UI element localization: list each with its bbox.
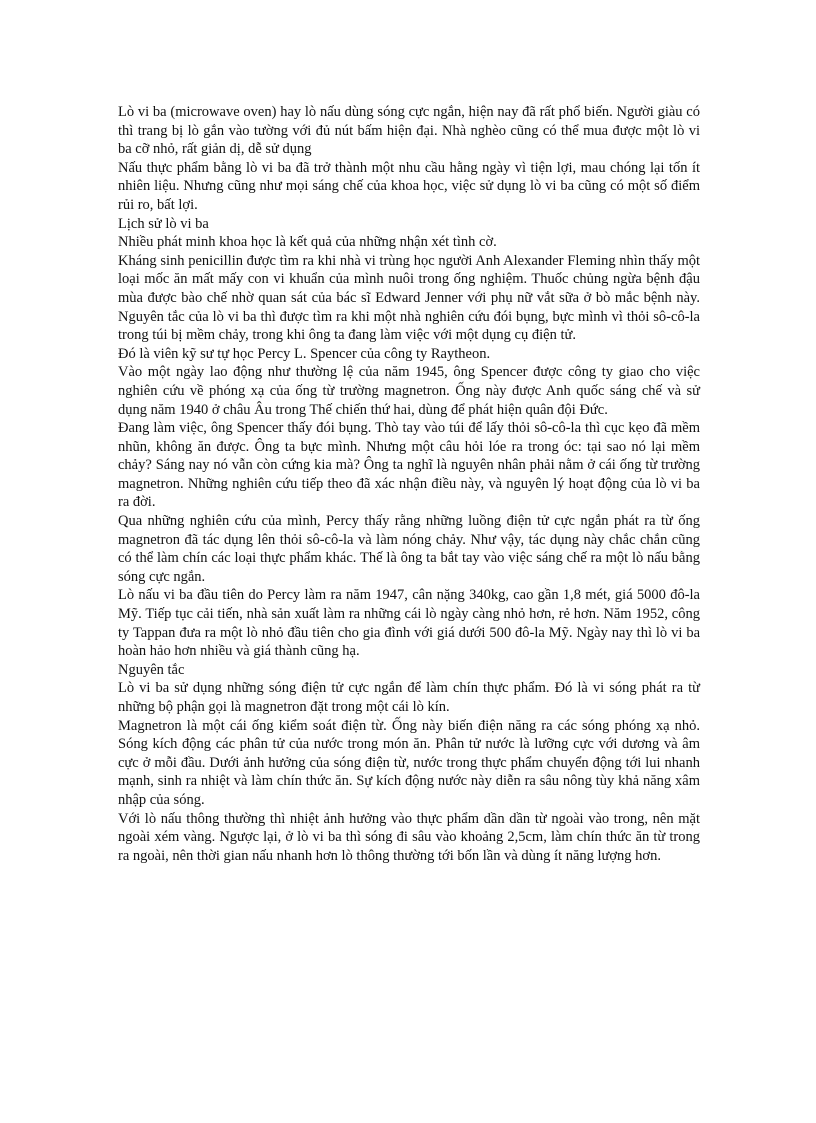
intro-paragraph: Lò vi ba (microwave oven) hay lò nấu dùng sóng cực ngắn, hiện nay đã rất phổ biến. Người giàu có thì trang bị lò gắn vào tường với đủ nút bấm hiện đại. Nhà nghèo cũng có thể mua được một lò vi ba cỡ nhỏ, rất giản dị, dễ sử dụng	[118, 104, 700, 158]
magnetron-research-paragraph: Vào một ngày lao động như thường lệ của năm 1945, ông Spencer được công ty giao cho việc nghiên cứu về phóng xạ của ống từ trường magnetron. Ống này được Anh quốc sáng chế và sử dụng năm 1940 ở châu Âu trong Thế chiến thứ hai, dùng để phát hiện quân đội Đức.	[118, 364, 700, 418]
spencer-paragraph: Đó là viên kỹ sư tự học Percy L. Spencer của công ty Raytheon.	[118, 345, 491, 362]
principle-paragraph: Lò vi ba sử dụng những sóng điện tử cực ngắn để làm chín thực phẩm. Đó là vi sóng phát ra từ những bộ phận gọi là magnetron đặt trong một cái lò kín.	[118, 680, 700, 715]
benefits-paragraph: Nấu thực phẩm bằng lò vi ba đã trở thành một nhu cầu hằng ngày vì tiện lợi, mau chóng lại tốn ít nhiên liệu. Nhưng cũng như mọi sáng chế của khoa học, việc sử dụng lò vi ba cũng có một số điểm rủi ro, bất lợi.	[118, 159, 700, 213]
first-oven-paragraph: Lò nấu vi ba đầu tiên do Percy làm ra năm 1947, cân nặng 340kg, cao gần 1,8 mét, giá 5000 đô-la Mỹ. Tiếp tục cải tiến, nhà sản xuất làm ra những cái lò ngày càng nhỏ hơn, rẻ hơn. Năm 1952, công ty Tappan đưa ra một lò nhỏ đầu tiên cho gia đình với giá dưới 500 đô-la Mỹ. Ngày nay thì lò vi ba hoàn hảo hơn nhiều và giá thành cũng hạ.	[118, 587, 700, 660]
history-heading: Lịch sử lò vi ba	[118, 215, 209, 232]
discoveries-paragraph: Nhiều phát minh khoa học là kết quả của những nhận xét tình cờ.	[118, 234, 497, 251]
document-page	[118, 103, 700, 865]
research-results-paragraph: Qua những nghiên cứu của mình, Percy thấy rằng những luồng điện tử cực ngắn phát ra từ ống magnetron đã tác dụng lên thỏi sô-cô-la và làm nóng chảy. Như vậy, tác dụng này chắc chắn cũng có thể làm chín các loại thực phẩm khác. Thế là ông ta bắt tay vào việc sáng chế ra một lò nấu bằng sóng cực ngắn.	[118, 513, 700, 585]
magnetron-explanation-paragraph: Magnetron là một cái ống kiểm soát điện từ. Ống này biến điện năng ra các sóng phóng xạ nhỏ. Sóng kích động các phân tử của nước trong món ăn. Phân tử nước là lưỡng cực với dương và âm cực ở mỗi đầu. Dưới ảnh hưởng của sóng điện từ, nước trong thực phẩm chuyển động tới lui nhanh mạnh, sinh ra nhiệt và làm chín thức ăn. Sự kích động nước này diễn ra sâu nông tùy khả năng xâm nhập của sóng.	[118, 717, 700, 808]
principle-heading: Nguyên tắc	[118, 661, 185, 678]
chocolate-paragraph: Đang làm việc, ông Spencer thấy đói bụng. Thò tay vào túi để lấy thỏi sô-cô-la thì cục kẹo đã mềm nhũn, không ăn được. Ông ta bực mình. Nhưng một câu hỏi lóe ra trong óc: tại sao nó lại mềm chảy? Sáng nay nó vẫn còn cứng kia mà? Ông ta nghĩ là nguyên nhân phải nằm ở cái ống từ trường magnetron. Những nghiên cứu tiếp theo đã xác nhận điều này, và nguyên lý hoạt động của lò vi ba ra đời.	[118, 420, 700, 511]
comparison-paragraph: Với lò nấu thông thường thì nhiệt ảnh hưởng vào thực phẩm dần dần từ ngoài vào trong, nên mặt ngoài xém vàng. Ngược lại, ở lò vi ba thì sóng đi sâu vào khoảng 2,5cm, làm chín thức ăn từ trong ra ngoài, nên thời gian nấu nhanh hơn lò thông thường tới bốn lần và dùng ít năng lượng hơn.	[118, 810, 700, 864]
penicillin-paragraph: Kháng sinh penicillin được tìm ra khi nhà vi trùng học người Anh Alexander Fleming nhìn thấy một loại mốc ăn mất mấy con vi khuẩn của mình nuôi trong ống nghiệm. Thuốc chủng ngừa bệnh đậu mùa được bào chế nhờ quan sát của bác sĩ Edward Jenner với phụ nữ vắt sữa ở bò mắc bệnh này. Nguyên tắc của lò vi ba thì được tìm ra khi một nhà nghiên cứu đói bụng, bực mình vì thỏi sô-cô-la trong túi bị mềm chảy, trong khi ông ta đang làm việc với một dụng cụ điện tử.	[118, 252, 700, 344]
